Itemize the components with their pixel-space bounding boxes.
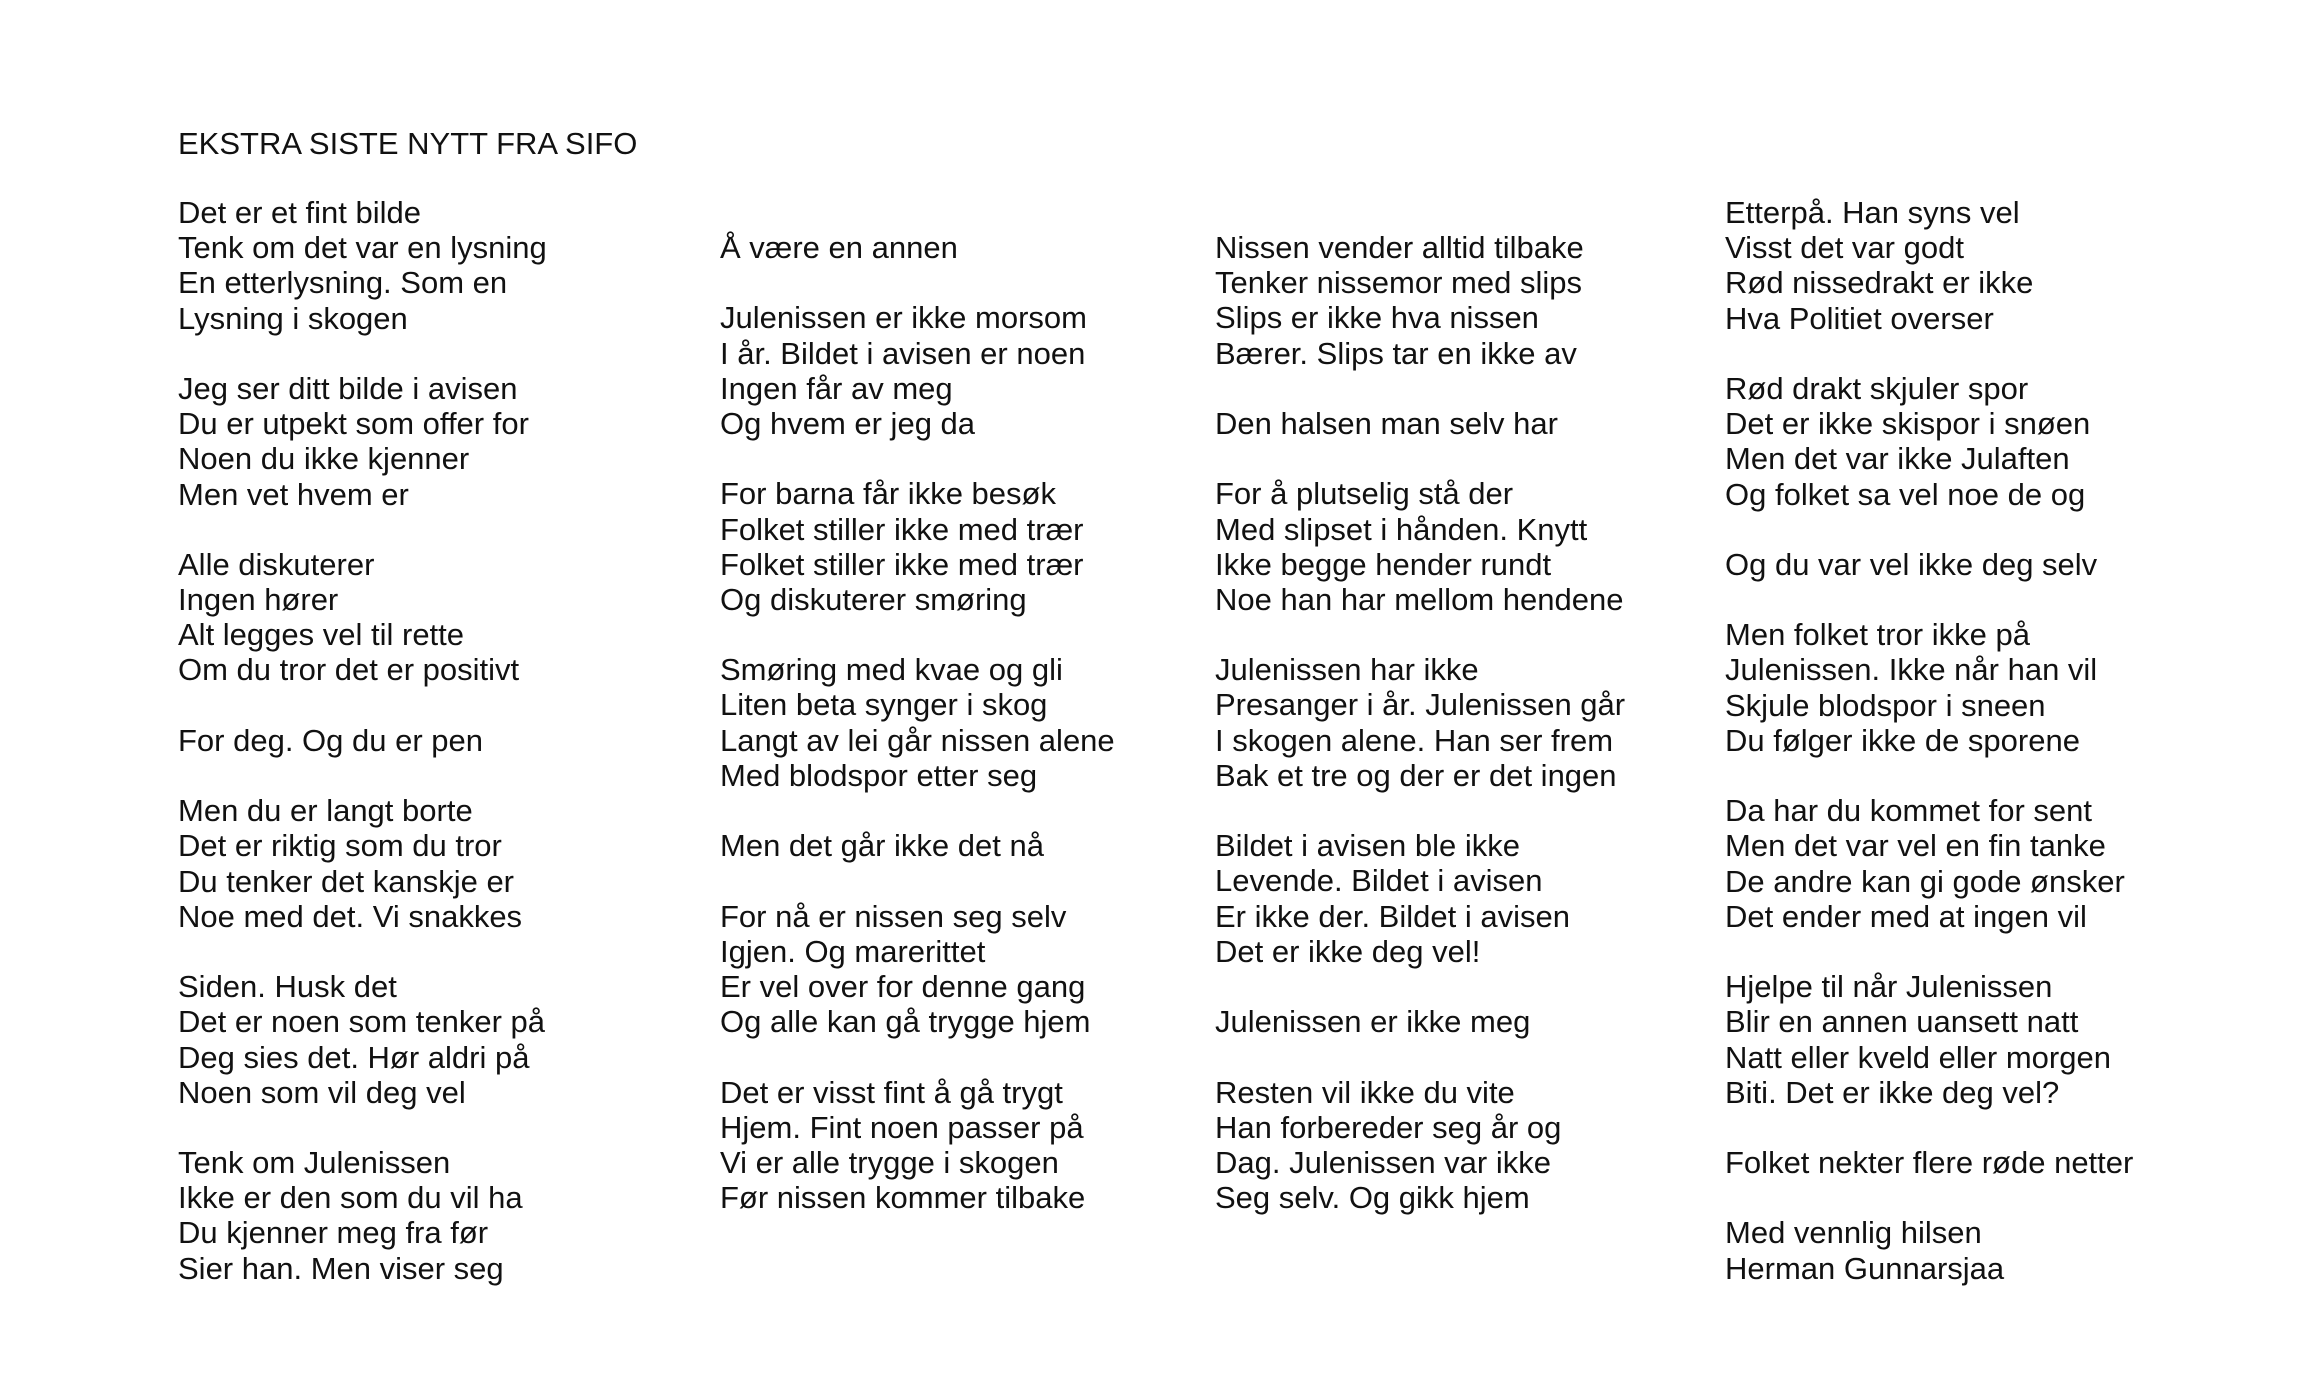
stanza — [720, 300, 1115, 441]
poem-line: Noe han har mellom hendene — [1215, 581, 1624, 617]
stanza — [178, 723, 547, 758]
poem-line: Herman Gunnarsjaa — [1725, 1250, 2005, 1286]
poem-line: Han forbereder seg år og — [1215, 1109, 1562, 1145]
poem-column-1 — [178, 195, 547, 1321]
stanza — [1725, 195, 2133, 336]
poem-line: Tenker nissemor med slips — [1215, 265, 1582, 301]
poem-line: Ikke er den som du vil ha — [178, 1180, 523, 1216]
stanza — [1215, 828, 1625, 969]
stanza — [1215, 406, 1625, 441]
poem-line: Er vel over for denne gang — [720, 968, 1086, 1004]
poem-line: Tenk om det var en lysning — [178, 230, 547, 266]
poem-line: Folket nekter flere røde netter — [1725, 1145, 2134, 1181]
poem-line: Bærer. Slips tar en ikke av — [1215, 335, 1577, 371]
poem-line: Hjem. Fint noen passer på — [720, 1109, 1084, 1145]
stanza — [178, 969, 547, 1110]
poem-line: Det er riktig som du tror — [178, 828, 502, 864]
poem-line: Ikke begge hender rundt — [1215, 546, 1552, 582]
stanza — [720, 652, 1115, 793]
poem-line: Levende. Bildet i avisen — [1215, 863, 1543, 899]
poem-line: Folket stiller ikke med trær — [720, 511, 1084, 547]
poem-line: Tenk om Julenissen — [178, 1145, 451, 1181]
poem-line: Langt av lei går nissen alene — [720, 722, 1115, 758]
poem-line: Men vet hvem er — [178, 476, 409, 512]
poem-line: En etterlysning. Som en — [178, 265, 508, 301]
poem-line: Noen som vil deg vel — [178, 1074, 466, 1110]
stanza — [1725, 969, 2133, 1110]
poem-line: Igjen. Og marerittet — [720, 933, 986, 969]
poem-line: Med blodspor etter seg — [720, 757, 1038, 793]
stanza — [178, 793, 547, 934]
poem-line: Folket stiller ikke med trær — [720, 546, 1084, 582]
poem-line: Før nissen kommer tilbake — [720, 1180, 1086, 1216]
poem-line: I år. Bildet i avisen er noen — [720, 335, 1086, 371]
poem-column-3 — [1215, 230, 1625, 1250]
poem-line: Men det var ikke Julaften — [1725, 441, 2070, 477]
poem-line: For deg. Og du er pen — [178, 722, 484, 758]
poem-line: Presanger i år. Julenissen går — [1215, 687, 1626, 723]
poem-line: For nå er nissen seg selv — [720, 898, 1067, 934]
poem-line: Men du er langt borte — [178, 793, 473, 829]
poem-line: Slips er ikke hva nissen — [1215, 300, 1539, 336]
poem-line: Det er ikke skispor i snøen — [1725, 406, 2091, 442]
stanza — [720, 476, 1115, 617]
poem-line: Nissen vender alltid tilbake — [1215, 230, 1584, 265]
poem-line: Og hvem er jeg da — [720, 405, 976, 441]
stanza — [1215, 476, 1625, 617]
stanza — [1725, 617, 2133, 758]
poem-line: Seg selv. Og gikk hjem — [1215, 1180, 1530, 1216]
poem-line: For å plutselig stå der — [1215, 476, 1514, 512]
stanza — [1725, 793, 2133, 934]
poem-line: Men det går ikke det nå — [720, 828, 1044, 864]
poem-line: Bildet i avisen ble ikke — [1215, 828, 1520, 864]
poem-line: Og diskuterer smøring — [720, 581, 1027, 617]
poem-line: Vi er alle trygge i skogen — [720, 1144, 1059, 1180]
stanza — [720, 1075, 1115, 1216]
poem-column-4 — [1725, 195, 2133, 1321]
stanza — [178, 547, 547, 688]
poem-line: De andre kan gi gode ønsker — [1725, 863, 2125, 899]
poem-line: Siden. Husk det — [178, 969, 397, 1005]
stanza — [1215, 1075, 1625, 1216]
poem-line: Med vennlig hilsen — [1725, 1215, 1982, 1251]
poem-line: Hva Politiet overser — [1725, 300, 1994, 336]
poem-line: Alle diskuterer — [178, 546, 375, 582]
poem-line: Men det var vel en fin tanke — [1725, 828, 2106, 864]
poem-line: Biti. Det er ikke deg vel? — [1725, 1074, 2060, 1110]
stanza — [178, 195, 547, 336]
stanza — [178, 371, 547, 512]
poem-line: Du tenker det kanskje er — [178, 863, 515, 899]
stanza — [1725, 1145, 2133, 1180]
poem-line: Dag. Julenissen var ikke — [1215, 1144, 1551, 1180]
poem-line: Skjule blodspor i sneen — [1725, 687, 2046, 723]
poem-line: Liten beta synger i skog — [720, 687, 1048, 723]
poem-column-2 — [720, 230, 1115, 1250]
poem-line: Deg sies det. Hør aldri på — [178, 1039, 530, 1075]
stanza — [720, 899, 1115, 1040]
document-title: EKSTRA SISTE NYTT FRA SIFO — [178, 126, 638, 161]
poem-line: Å være en annen — [720, 230, 958, 265]
poem-line: Det er visst fint å gå trygt — [720, 1074, 1063, 1110]
poem-line: Noe med det. Vi snakkes — [178, 898, 523, 934]
stanza — [1215, 230, 1625, 371]
poem-line: Om du tror det er positivt — [178, 652, 520, 688]
poem-line: Jeg ser ditt bilde i avisen — [178, 370, 518, 406]
poem-line: Ingen hører — [178, 582, 339, 618]
poem-line: Smøring med kvae og gli — [720, 652, 1063, 688]
poem-line: Er ikke der. Bildet i avisen — [1215, 898, 1570, 934]
poem-line: Lysning i skogen — [178, 300, 408, 336]
stanza — [1725, 547, 2133, 582]
poem-line: Det er et fint bilde — [178, 195, 421, 230]
poem-line: Du kjenner meg fra før — [178, 1215, 489, 1251]
poem-line: Visst det var godt — [1725, 230, 1964, 266]
poem-line: Det er noen som tenker på — [178, 1004, 546, 1040]
poem-line: Sier han. Men viser seg — [178, 1250, 504, 1286]
poem-line: Julenissen har ikke — [1215, 652, 1479, 688]
poem-line: Men folket tror ikke på — [1725, 617, 2030, 653]
poem-line: I skogen alene. Han ser frem — [1215, 722, 1614, 758]
poem-line: Julenissen er ikke morsom — [720, 300, 1087, 336]
poem-line: For barna får ikke besøk — [720, 476, 1056, 512]
poem-line: Alt legges vel til rette — [178, 617, 465, 653]
poem-line: Etterpå. Han syns vel — [1725, 195, 2020, 230]
poem-line: Det er ikke deg vel! — [1215, 933, 1481, 969]
poem-line: Rød nissedrakt er ikke — [1725, 265, 2034, 301]
poem-line: Bak et tre og der er det ingen — [1215, 757, 1617, 793]
stanza — [1725, 371, 2133, 512]
poem-line: Blir en annen uansett natt — [1725, 1004, 2079, 1040]
poem-line: Og du var vel ikke deg selv — [1725, 546, 2098, 582]
stanza — [1215, 1004, 1625, 1039]
poem-line: Og folket sa vel noe de og — [1725, 476, 2086, 512]
poem-line: Med slipset i hånden. Knytt — [1215, 511, 1588, 547]
poem-line: Rød drakt skjuler spor — [1725, 370, 2029, 406]
poem-line: Det ender med at ingen vil — [1725, 898, 2087, 934]
poem-line: Resten vil ikke du vite — [1215, 1074, 1515, 1110]
stanza — [1725, 1215, 2133, 1285]
poem-line: Da har du kommet for sent — [1725, 793, 2092, 829]
poem-line: Julenissen. Ikke når han vil — [1725, 652, 2098, 688]
poem-line: Du er utpekt som offer for — [178, 406, 529, 442]
poem-line: Og alle kan gå trygge hjem — [720, 1004, 1091, 1040]
poem-line: Den halsen man selv har — [1215, 405, 1558, 441]
stanza — [720, 828, 1115, 863]
poem-line: Du følger ikke de sporene — [1725, 722, 2080, 758]
poem-line: Hjelpe til når Julenissen — [1725, 969, 2053, 1005]
poem-line: Ingen får av meg — [720, 370, 953, 406]
stanza — [1215, 652, 1625, 793]
poem-line: Natt eller kveld eller morgen — [1725, 1039, 2111, 1075]
stanza — [178, 1145, 547, 1286]
poem-line: Noen du ikke kjenner — [178, 441, 470, 477]
poem-line: Julenissen er ikke meg — [1215, 1004, 1531, 1040]
stanza — [720, 230, 1115, 265]
